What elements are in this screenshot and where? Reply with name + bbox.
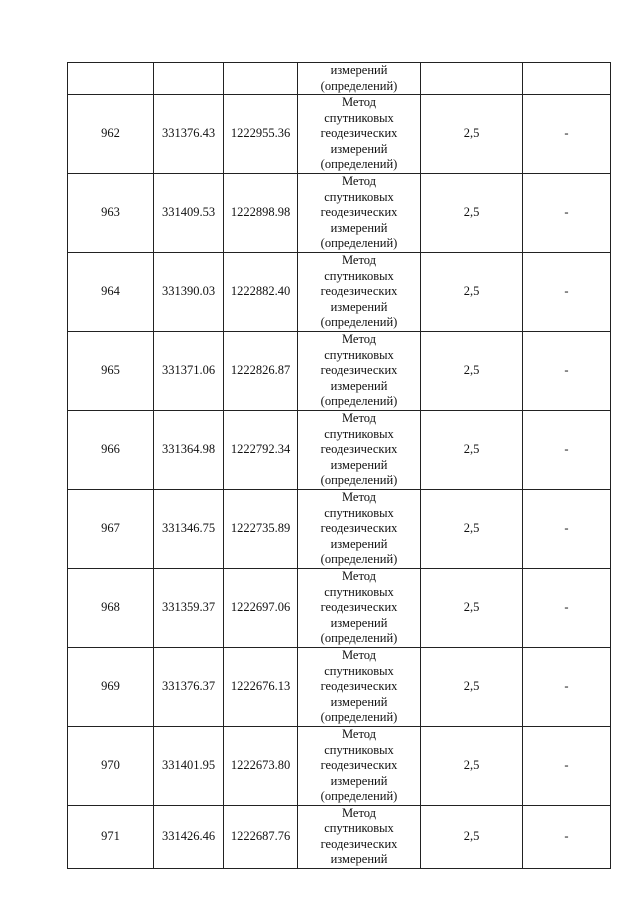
method-line: (определений) (320, 710, 398, 725)
accuracy-cell: 2,5 (421, 727, 523, 806)
y-coordinate-cell: 1222687.76 (224, 806, 298, 869)
method-line: спутниковых (324, 110, 394, 125)
method-cell (298, 648, 421, 727)
method-line: (определений) (320, 473, 398, 488)
method-line: геодезических (320, 442, 398, 457)
note-cell: - (523, 569, 611, 648)
method-line: спутниковых (324, 426, 394, 441)
method-cell (298, 806, 421, 869)
table-row (68, 95, 611, 174)
method-line: Метод (341, 648, 377, 663)
y-coordinate-cell: 1222735.89 (224, 490, 298, 569)
accuracy-cell: 2,5 (421, 332, 523, 411)
x-coordinate-cell: 331364.98 (154, 411, 224, 490)
method-line: (определений) (320, 315, 398, 330)
method-line: геодезических (320, 521, 398, 536)
method-cell (298, 95, 421, 174)
method-line: спутниковых (324, 663, 394, 678)
accuracy-cell: 2,5 (421, 253, 523, 332)
method-cell (298, 569, 421, 648)
method-line: (определений) (320, 789, 398, 804)
method-cell (298, 63, 421, 95)
accuracy-cell: 2,5 (421, 411, 523, 490)
y-coordinate-cell: 1222826.87 (224, 332, 298, 411)
table-row (68, 411, 611, 490)
accuracy-cell: 2,5 (421, 174, 523, 253)
method-line: спутниковых (324, 347, 394, 362)
method-line: Метод (341, 806, 377, 820)
method-line: спутниковых (324, 584, 394, 599)
method-cell (298, 411, 421, 490)
y-coordinate-cell: 1222792.34 (224, 411, 298, 490)
x-coordinate-cell: 331359.37 (154, 569, 224, 648)
method-line: спутниковых (324, 505, 394, 520)
method-line: Метод (341, 253, 377, 268)
method-line: Метод (341, 727, 377, 742)
method-cell (298, 253, 421, 332)
method-line: измерений (330, 694, 388, 709)
method-line: (определений) (320, 631, 398, 646)
point-number-cell: 965 (68, 332, 154, 411)
point-number-cell: 962 (68, 95, 154, 174)
method-line: спутниковых (324, 189, 394, 204)
continuation-row (68, 63, 611, 95)
method-line: геодезических (320, 758, 398, 773)
note-cell: - (523, 648, 611, 727)
point-number-cell: 969 (68, 648, 154, 727)
table-row (68, 174, 611, 253)
method-line: измерений (330, 220, 388, 235)
point-number-cell: 967 (68, 490, 154, 569)
point-number-cell: 966 (68, 411, 154, 490)
y-coordinate-cell: 1222676.13 (224, 648, 298, 727)
table-body (68, 63, 611, 869)
note-cell: - (523, 490, 611, 569)
method-line: измерений (330, 773, 388, 788)
method-line: (определений) (320, 394, 398, 409)
method-line: Метод (341, 569, 377, 584)
accuracy-cell: 2,5 (421, 648, 523, 727)
method-cell (298, 174, 421, 253)
method-line: измерений (330, 457, 388, 472)
method-line: Метод (341, 174, 377, 189)
y-coordinate-cell: 1222955.36 (224, 95, 298, 174)
note-cell: - (523, 806, 611, 869)
x-coordinate-cell: 331390.03 (154, 253, 224, 332)
coordinates-table (67, 62, 611, 869)
y-coordinate-cell: 1222898.98 (224, 174, 298, 253)
method-line: Метод (341, 95, 377, 110)
table-row (68, 253, 611, 332)
note-cell: - (523, 253, 611, 332)
x-coordinate-cell: 331426.46 (154, 806, 224, 869)
method-line: геодезических (320, 205, 398, 220)
note-cell (523, 63, 611, 95)
point-number-cell: 970 (68, 727, 154, 806)
method-line: Метод (341, 411, 377, 426)
method-line: измерений (330, 378, 388, 393)
method-line: геодезических (320, 836, 398, 851)
accuracy-cell: 2,5 (421, 490, 523, 569)
y-coordinate-cell: 1222697.06 (224, 569, 298, 648)
x-coordinate-cell: 331401.95 (154, 727, 224, 806)
x-coordinate-cell: 331376.43 (154, 95, 224, 174)
accuracy-cell: 2,5 (421, 569, 523, 648)
y-coordinate-cell (224, 63, 298, 95)
method-line: геодезических (320, 126, 398, 141)
method-cell (298, 727, 421, 806)
method-line: измерений (330, 299, 388, 314)
point-number-cell: 963 (68, 174, 154, 253)
note-cell: - (523, 727, 611, 806)
y-coordinate-cell: 1222882.40 (224, 253, 298, 332)
accuracy-cell: 2,5 (421, 95, 523, 174)
method-line: (определений) (320, 157, 398, 172)
table-row (68, 569, 611, 648)
accuracy-cell: 2,5 (421, 806, 523, 869)
method-line: (определений) (320, 78, 398, 93)
point-number-cell: 964 (68, 253, 154, 332)
note-cell: - (523, 95, 611, 174)
method-line: измерений (330, 63, 388, 78)
x-coordinate-cell: 331346.75 (154, 490, 224, 569)
table-row (68, 648, 611, 727)
y-coordinate-cell: 1222673.80 (224, 727, 298, 806)
method-line: геодезических (320, 600, 398, 615)
x-coordinate-cell: 331376.37 (154, 648, 224, 727)
method-line: геодезических (320, 284, 398, 299)
table-row (68, 806, 611, 869)
note-cell: - (523, 174, 611, 253)
note-cell: - (523, 411, 611, 490)
method-cell (298, 332, 421, 411)
method-line: спутниковых (324, 821, 394, 836)
table-row (68, 727, 611, 806)
method-line: спутниковых (324, 742, 394, 757)
accuracy-cell (421, 63, 523, 95)
x-coordinate-cell: 331409.53 (154, 174, 224, 253)
x-coordinate-cell: 331371.06 (154, 332, 224, 411)
method-line: Метод (341, 490, 377, 505)
table-row (68, 490, 611, 569)
point-number-cell (68, 63, 154, 95)
method-line: измерений (330, 536, 388, 551)
method-line: измерений (330, 141, 388, 156)
method-line: спутниковых (324, 268, 394, 283)
method-line: Метод (341, 332, 377, 347)
point-number-cell: 968 (68, 569, 154, 648)
method-line: (определений) (320, 236, 398, 251)
method-line: измерений (330, 852, 388, 867)
table-row (68, 332, 611, 411)
method-cell (298, 490, 421, 569)
method-line: геодезических (320, 363, 398, 378)
point-number-cell: 971 (68, 806, 154, 869)
method-line: измерений (330, 615, 388, 630)
note-cell: - (523, 332, 611, 411)
x-coordinate-cell (154, 63, 224, 95)
method-line: (определений) (320, 552, 398, 567)
method-line: геодезических (320, 679, 398, 694)
